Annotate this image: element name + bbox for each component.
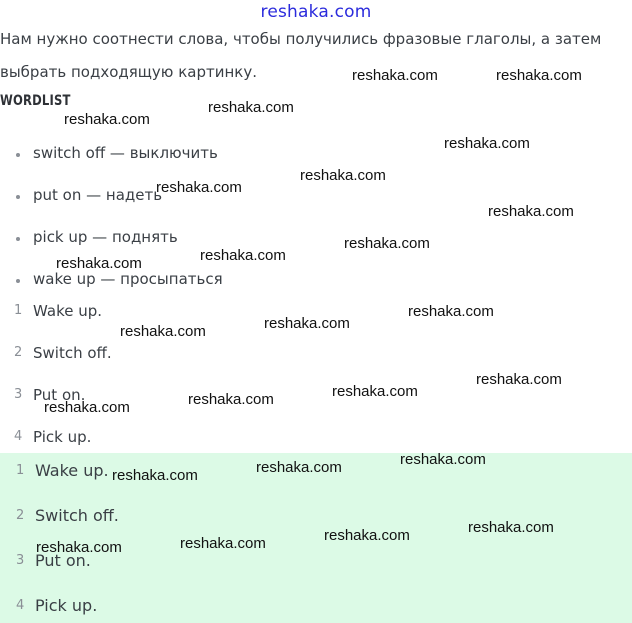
watermark: reshaka.com bbox=[264, 315, 350, 332]
item-text: Put on. bbox=[35, 551, 91, 570]
watermark: reshaka.com bbox=[156, 179, 242, 196]
item-number: 2 bbox=[16, 508, 25, 523]
watermark: reshaka.com bbox=[352, 67, 438, 84]
watermark: reshaka.com bbox=[36, 539, 122, 556]
watermark: reshaka.com bbox=[408, 303, 494, 320]
watermark: reshaka.com bbox=[332, 383, 418, 400]
item-text: Put on. bbox=[33, 386, 86, 404]
watermark: reshaka.com bbox=[488, 203, 574, 220]
watermark: reshaka.com bbox=[120, 323, 206, 340]
watermark: reshaka.com bbox=[400, 451, 486, 468]
item-number: 3 bbox=[14, 387, 23, 402]
watermark: reshaka.com bbox=[444, 135, 530, 152]
watermark: reshaka.com bbox=[256, 459, 342, 476]
item-number: 1 bbox=[14, 303, 23, 318]
bullet-icon bbox=[16, 237, 20, 241]
item-number: 4 bbox=[14, 429, 23, 444]
watermark: reshaka.com bbox=[300, 167, 386, 184]
item-text: Switch off. bbox=[33, 344, 112, 362]
item-text: Wake up. bbox=[33, 302, 103, 320]
wordlist-item-text: put on — надеть bbox=[33, 186, 163, 204]
watermark: reshaka.com bbox=[188, 391, 274, 408]
watermark: reshaka.com bbox=[344, 235, 430, 252]
bullet-icon bbox=[16, 153, 20, 157]
watermark: reshaka.com bbox=[468, 519, 554, 536]
item-number: 2 bbox=[14, 345, 23, 360]
watermark: reshaka.com bbox=[324, 527, 410, 544]
intro-line-2: выбрать подходящую картинку. bbox=[0, 63, 257, 81]
watermark: reshaka.com bbox=[200, 247, 286, 264]
item-text: Switch off. bbox=[35, 506, 119, 525]
wordlist-heading: WORDLIST bbox=[0, 93, 71, 109]
item-number: 1 bbox=[16, 463, 25, 478]
watermark: reshaka.com bbox=[44, 399, 130, 416]
watermark: reshaka.com bbox=[180, 535, 266, 552]
wordlist-item-text: wake up — просыпаться bbox=[33, 270, 223, 288]
item-text: Pick up. bbox=[35, 596, 98, 615]
watermark: reshaka.com bbox=[112, 467, 198, 484]
watermark: reshaka.com bbox=[56, 255, 142, 272]
answer-box bbox=[0, 453, 632, 623]
item-number: 4 bbox=[16, 598, 25, 613]
watermark: reshaka.com bbox=[208, 99, 294, 116]
item-text: Pick up. bbox=[33, 428, 92, 446]
item-text: Wake up. bbox=[35, 461, 109, 480]
watermark: reshaka.com bbox=[64, 111, 150, 128]
item-number: 3 bbox=[16, 553, 25, 568]
intro-line-1: Нам нужно соотнести слова, чтобы получились фразовые глаголы, а затем bbox=[0, 30, 602, 48]
watermark: reshaka.com bbox=[496, 67, 582, 84]
bullet-icon bbox=[16, 195, 20, 199]
wordlist-item-text: pick up — поднять bbox=[33, 228, 178, 246]
watermark: reshaka.com bbox=[476, 371, 562, 388]
site-link[interactable]: reshaka.com bbox=[260, 2, 372, 22]
wordlist-item-text: switch off — выключить bbox=[33, 144, 218, 162]
bullet-icon bbox=[16, 279, 20, 283]
